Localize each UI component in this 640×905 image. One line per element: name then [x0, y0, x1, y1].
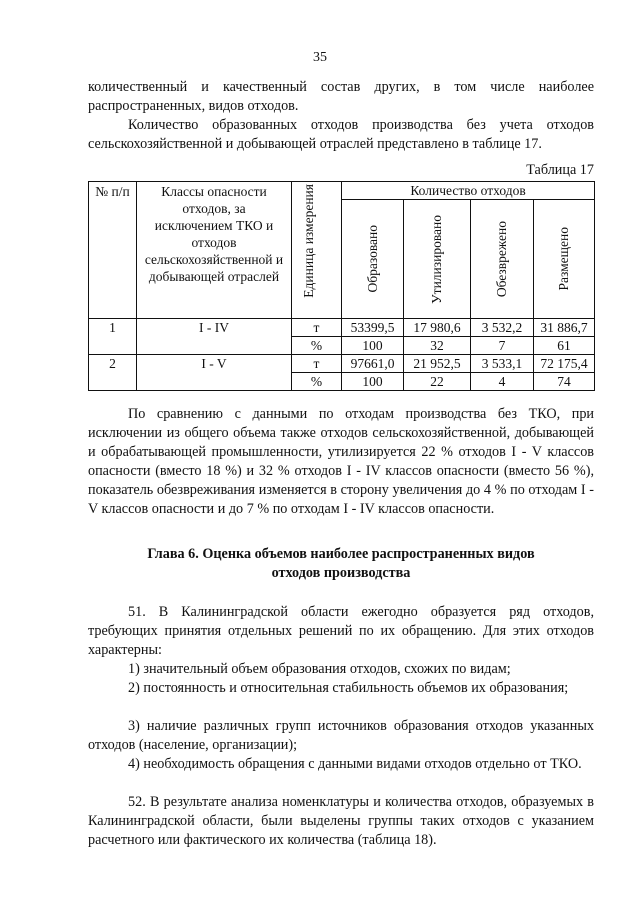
table-row — [89, 355, 595, 373]
header-placed: Размещено — [534, 200, 595, 319]
cell-placed: 74 — [534, 373, 595, 391]
cell-formed: 53399,5 — [342, 319, 404, 337]
row-num: 2 — [89, 355, 137, 391]
waste-table — [88, 181, 595, 391]
cell-placed: 61 — [534, 337, 595, 355]
cell-placed: 31 886,7 — [534, 319, 595, 337]
cell-formed: 100 — [342, 373, 404, 391]
cell-neutralized: 3 533,1 — [471, 355, 534, 373]
cell-unit: т — [292, 355, 342, 373]
cell-neutralized: 7 — [471, 337, 534, 355]
cell-unit: % — [292, 373, 342, 391]
cell-neutralized: 4 — [471, 373, 534, 391]
header-quantity: Количество отходов — [342, 182, 595, 200]
header-formed: Образовано — [342, 200, 404, 319]
cell-utilized: 22 — [404, 373, 471, 391]
paragraph-52: 52. В результате анализа номенклатуры и количества отходов, образуемых в Калининградской области, были выделены группы таких отходов с указанием расчетного или фактического их количества (таблица 18). — [88, 794, 594, 848]
list-item-2: 2) постоянность и относительная стабильность объемов их образования; — [128, 680, 569, 696]
intro-paragraph-1: количественный и качественный состав других, в том числе наиболее распространенных, видов отходов. — [88, 79, 594, 114]
header-num: № п/п — [89, 182, 137, 319]
cell-unit: т — [292, 319, 342, 337]
cell-placed: 72 175,4 — [534, 355, 595, 373]
list-item-4: 4) необходимость обращения с данными видами отходов отдельно от ТКО. — [128, 756, 582, 772]
row-class: I - V — [137, 355, 292, 391]
header-utilized: Утилизировано — [404, 200, 471, 319]
chapter-heading-line-2: отходов производства — [271, 565, 411, 581]
page-number: 35 — [313, 50, 327, 65]
chapter-heading-line-1: Глава 6. Оценка объемов наиболее распространенных видов — [147, 546, 535, 562]
cell-formed: 100 — [342, 337, 404, 355]
comparison-paragraph: По сравнению с данными по отходам производства без ТКО, при исключении из общего объема также отходов сельскохозяйственной, добывающей и обрабатывающей промышленности, утилизируется 22 % отходов I - V классов опасности (вместо 18 %) и 32 % отходов I - IV классов опасности (вместо 56 %), показатель обезвреживания изменяется в сторону увеличения до 4 % по отходам I - V классов опасности и до 7 % по отходам I - IV классов опасности. — [88, 406, 594, 517]
table-row — [89, 319, 595, 337]
cell-unit: % — [292, 337, 342, 355]
list-item-1: 1) значительный объем образования отходов, схожих по видам; — [128, 661, 511, 677]
chapter-heading — [88, 545, 594, 583]
list-item-3: 3) наличие различных групп источников образования отходов указанных отходов (население, организации); — [88, 718, 594, 753]
header-unit: Единица измерения — [292, 182, 342, 319]
cell-neutralized: 3 532,2 — [471, 319, 534, 337]
paragraph-51: 51. В Калининградской области ежегодно образуется ряд отходов, требующих принятия отдельных решений по их обращению. Для этих отходов характерны: — [88, 604, 594, 658]
cell-formed: 97661,0 — [342, 355, 404, 373]
table-caption: Таблица 17 — [526, 162, 594, 178]
cell-utilized: 32 — [404, 337, 471, 355]
row-num: 1 — [89, 319, 137, 355]
header-neutralized: Обезврежено — [471, 200, 534, 319]
cell-utilized: 17 980,6 — [404, 319, 471, 337]
header-classes: Классы опасности отходов, за исключением ТКО и отходов сельскохозяйственной и добывающей отраслей — [137, 182, 292, 319]
intro-paragraph-2: Количество образованных отходов производства без учета отходов сельскохозяйственной и добывающей отраслей представлено в таблице 17. — [88, 117, 594, 152]
cell-utilized: 21 952,5 — [404, 355, 471, 373]
row-class: I - IV — [137, 319, 292, 355]
